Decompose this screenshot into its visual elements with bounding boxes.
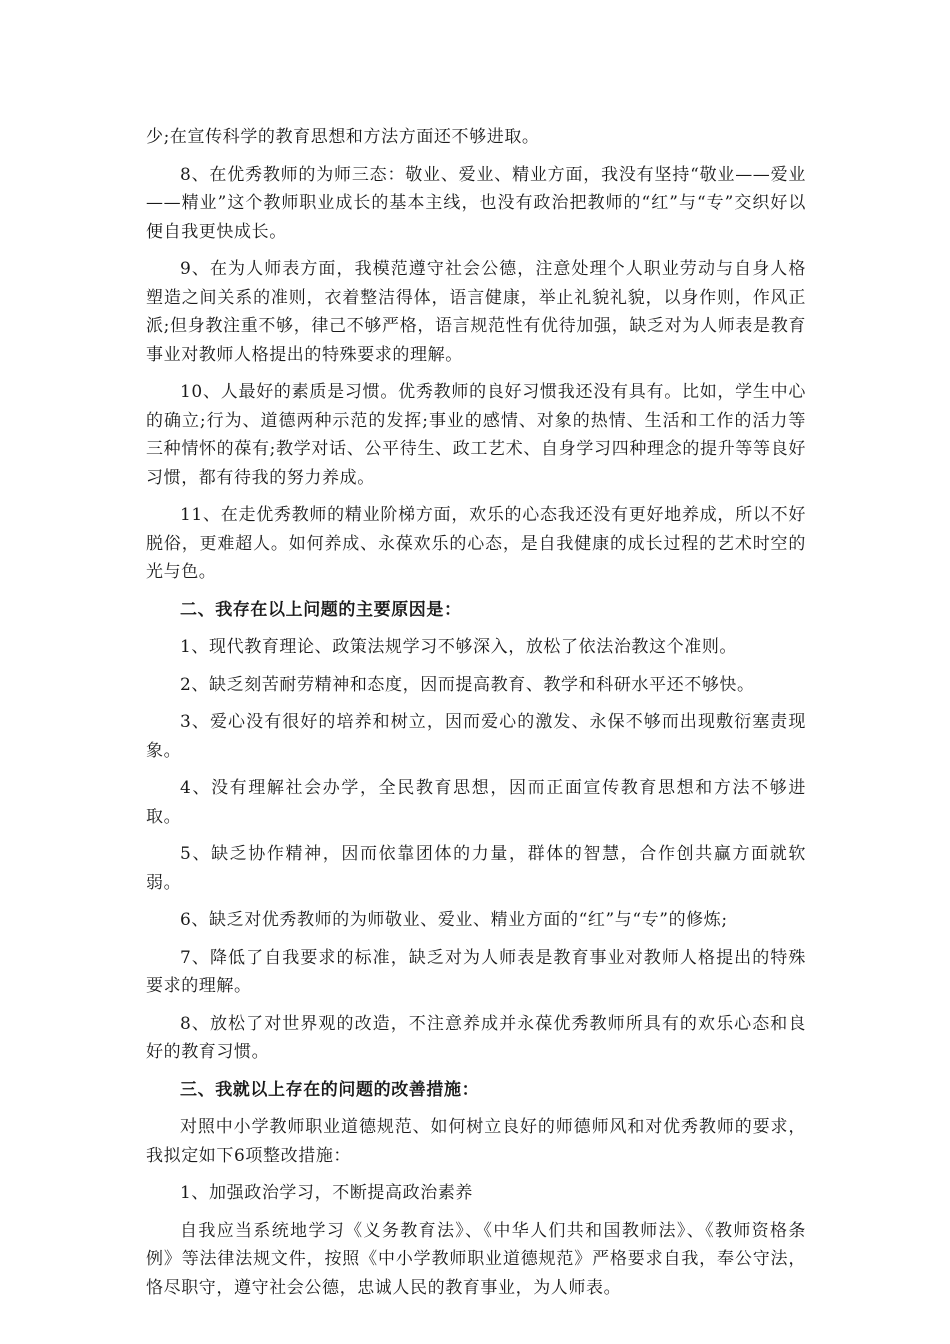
paragraph-item-9-role-model: 9、在为人师表方面，我模范遵守社会公德，注意处理个人职业劳动与自身人格塑造之间关系的准则，衣着整洁得体，语言健康，举止礼貌礼貌，以身作则，作风正派;但身教注重不够，律己不够严格，语言规范性有优待加强，缺乏对为人师表是教育事业对教师人格提出的特殊要求的理解。 xyxy=(146,259,806,365)
paragraph-continuation: 少;在宣传科学的教育思想和方法方面还不够进取。 xyxy=(146,127,540,147)
paragraph-reason-4: 4、没有理解社会办学，全民教育思想，因而正面宣传教育思想和方法不够进取。 xyxy=(146,778,806,827)
paragraph-item-10-habits: 10、人最好的素质是习惯。优秀教师的良好习惯我还没有具有。比如，学生中心的确立;行为、道德两种示范的发挥;事业的感情、对象的热情、生活和工作的活力等三种情怀的葆有;教学对话、公平待生、政工艺术、自身学习四种理念的提升等等良好习惯，都有待我的努力养成。 xyxy=(146,382,806,488)
paragraph-reason-5: 5、缺乏协作精神，因而依靠团体的力量，群体的智慧，合作创共赢方面就软弱。 xyxy=(146,844,806,893)
section-heading-reasons: 二、我存在以上问题的主要原因是： xyxy=(180,599,462,620)
paragraph-item-11-mindset: 11、在走优秀教师的精业阶梯方面，欢乐的心态我还没有更好地养成，所以不好脱俗，更难超人。如何养成、永葆欢乐的心态，是自我健康的成长过程的艺术时空的光与色。 xyxy=(146,505,806,582)
paragraph-reason-7: 7、降低了自我要求的标准，缺乏对为人师表是教育事业对教师人格提出的特殊要求的理解。 xyxy=(146,947,806,996)
section-heading-measures: 三、我就以上存在的问题的改善措施： xyxy=(180,1079,480,1100)
paragraph-reason-3: 3、爱心没有很好的培养和树立，因而爱心的激发、永保不够而出现敷衍塞责现象。 xyxy=(146,712,806,761)
document-page xyxy=(146,123,806,1311)
paragraph-reason-2: 2、缺乏刻苦耐劳精神和态度，因而提高教育、教学和科研水平还不够快。 xyxy=(180,674,755,695)
paragraph-reason-8: 8、放松了对世界观的改造，不注意养成并永葆优秀教师所具有的欢乐心态和良好的教育习惯。 xyxy=(146,1013,806,1062)
paragraph-item-8-teacher-attitudes: 8、在优秀教师的为师三态：敬业、爱业、精业方面，我没有坚持“敬业——爱业——精业”这个教师职业成长的基本主线，也没有政治把教师的“红”与“专”交织好以便自我更快成长。 xyxy=(146,164,806,242)
paragraph-measure-1-body: 自我应当系统地学习《义务教育法》、《中华人们共和国教师法》、《教师资格条例》等法律法规文件，按照《中小学教师职业道德规范》严格要求自我，奉公守法，恪尽职守，遵守社会公德，忠诚人民的教育事业，为人师表。 xyxy=(146,1220,806,1298)
paragraph-reason-1: 1、现代教育理论、政策法规学习不够深入，放松了依法治教这个准则。 xyxy=(180,637,738,657)
paragraph-measure-1-title: 1、加强政治学习，不断提高政治素养 xyxy=(180,1183,474,1203)
paragraph-measures-intro: 对照中小学教师职业道德规范、如何树立良好的师德师风和对优秀教师的要求，我拟定如下6项整改措施： xyxy=(146,1117,806,1166)
paragraph-reason-6: 6、缺乏对优秀教师的为师敬业、爱业、精业方面的“红”与“专”的修炼; xyxy=(180,910,728,930)
